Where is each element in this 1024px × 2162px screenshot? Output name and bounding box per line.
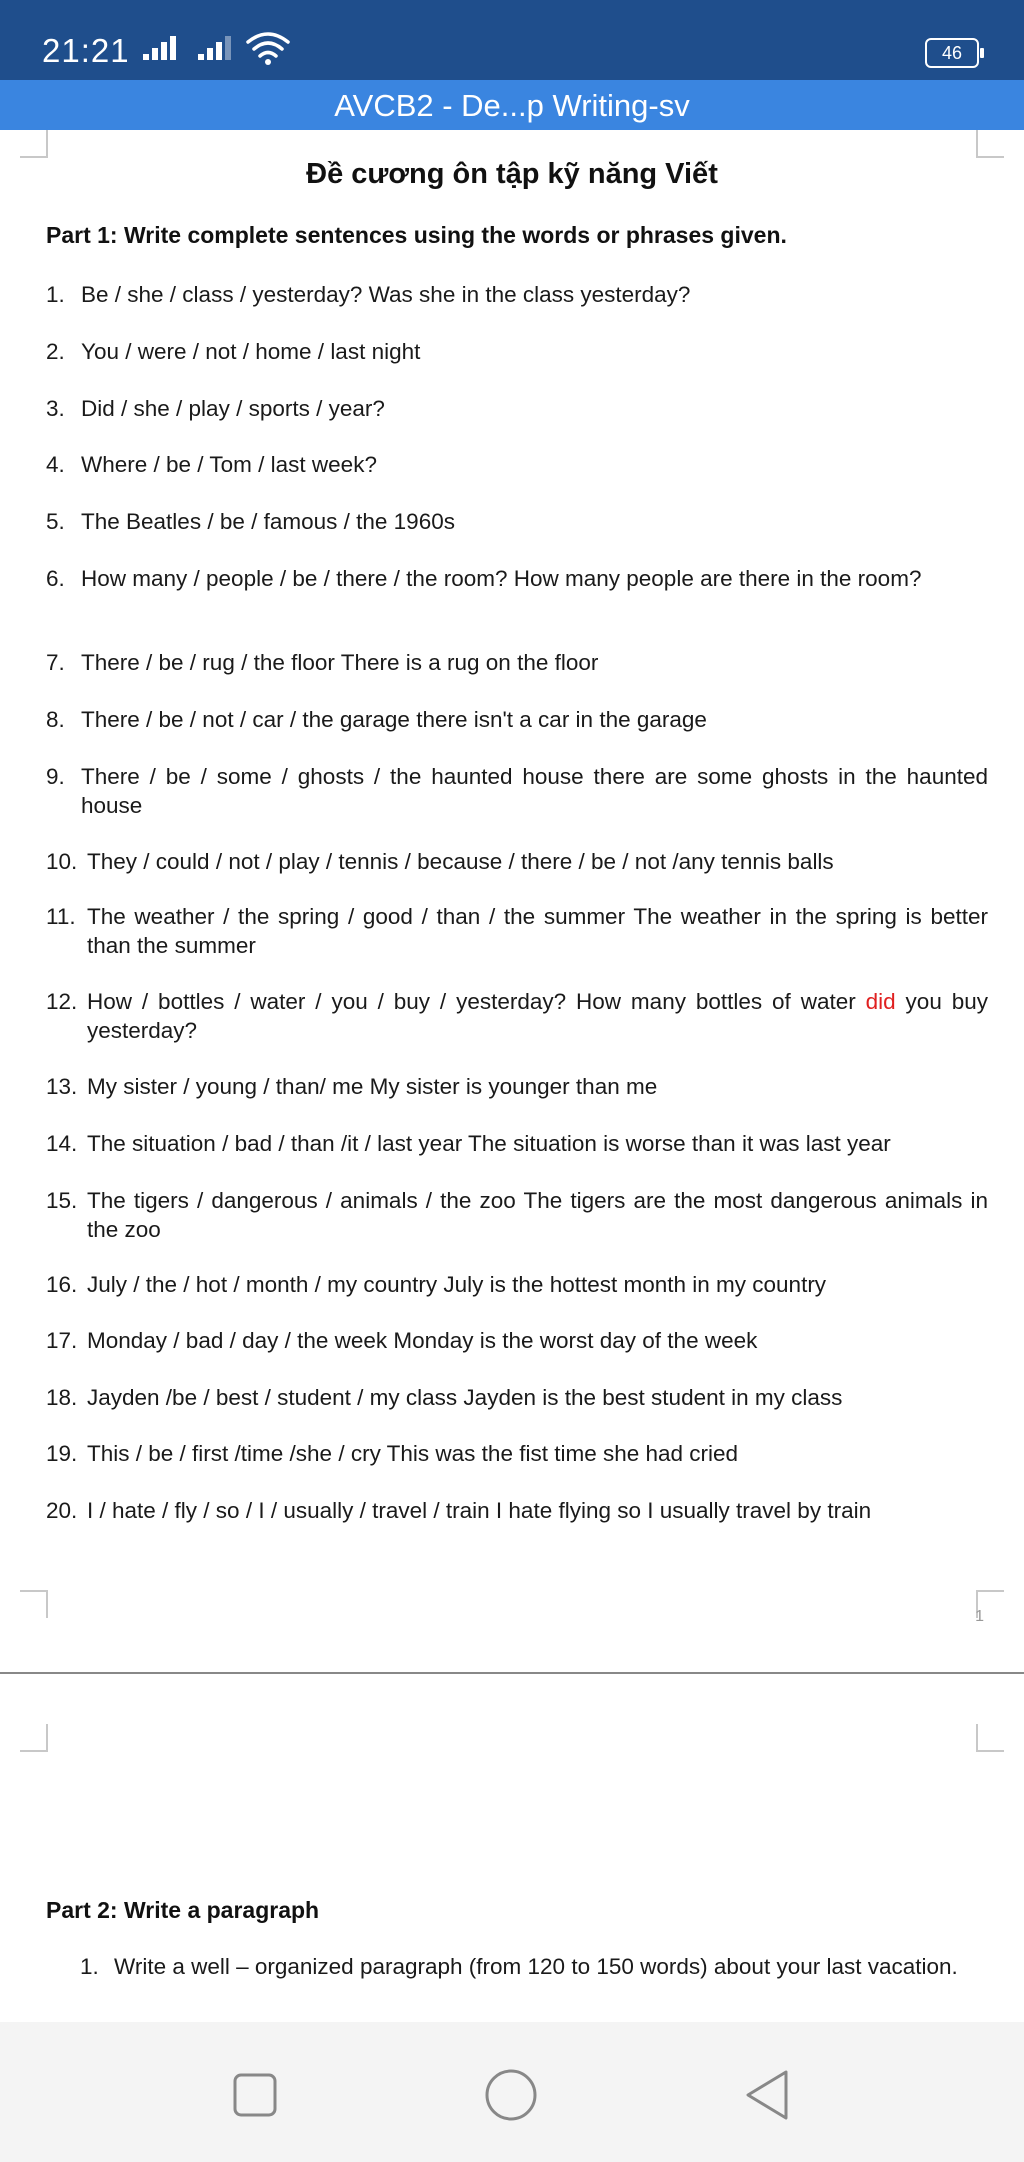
list-item: 17. Monday / bad / day / the week Monday is the worst day of the week <box>46 1328 758 1353</box>
list-item: 10. They / could / not / play / tennis / because / there / be / not /any tennis balls <box>46 849 834 874</box>
list-item: 6. How many / people / be / there / the room? How many people are there in the room? <box>46 566 922 591</box>
highlighted-word: did <box>865 989 896 1014</box>
list-item: 3. Did / she / play / sports / year? <box>46 396 385 421</box>
signal-icon <box>143 36 179 60</box>
back-icon[interactable] <box>742 2068 792 2127</box>
list-item: 4. Where / be / Tom / last week? <box>46 452 377 477</box>
list-item: 14. The situation / bad / than /it / last year The situation is worse than it was last year <box>46 1131 891 1156</box>
list-item: 1. Be / she / class / yesterday? Was she in the class yesterday? <box>46 282 691 307</box>
status-bar <box>0 0 1024 80</box>
list-item: 15. The tigers / dangerous / animals / the zoo The tigers are the most dangerous animals in the zoo <box>46 1188 988 1242</box>
status-time: 21:21 <box>42 32 130 69</box>
recent-apps-icon[interactable] <box>232 2072 278 2123</box>
page-corner-mark <box>20 1724 48 1752</box>
wifi-icon <box>246 30 290 71</box>
list-item: 9. There / be / some / ghosts / the haunted house there are some ghosts in the haunted house <box>46 764 988 818</box>
list-item: 1. Write a well – organized paragraph (from 120 to 150 words) about your last vacation. <box>80 1954 958 1979</box>
part2-heading: Part 2: Write a paragraph <box>46 1897 320 1923</box>
list-item: 8. There / be / not / car / the garage there isn't a car in the garage <box>46 707 707 732</box>
list-item: 19. This / be / first /time /she / cry This was the fist time she had cried <box>46 1441 739 1466</box>
home-icon[interactable] <box>484 2068 538 2127</box>
document-title: Đề cương ôn tập kỹ năng Viết <box>306 158 718 190</box>
page-corner-mark <box>20 1590 48 1618</box>
page-corner-mark <box>20 130 48 158</box>
list-item: 12. How / bottles / water / you / buy / yesterday? How many bottles of water did you buy yesterday? <box>46 989 988 1043</box>
list-item: 18. Jayden /be / best / student / my class Jayden is the best student in my class <box>46 1385 843 1410</box>
app-title[interactable]: AVCB2 - De...p Writing-sv <box>0 80 1024 130</box>
page-number: 1 <box>975 1608 984 1625</box>
list-item: 16. July / the / hot / month / my country July is the hottest month in my country <box>46 1272 827 1297</box>
list-item: 11. The weather / the spring / good / than / the summer The weather in the spring is better than the summer <box>46 904 988 958</box>
battery-indicator: 46 <box>925 38 979 68</box>
part1-heading: Part 1: Write complete sentences using the words or phrases given. <box>46 222 787 248</box>
list-item: 5. The Beatles / be / famous / the 1960s <box>46 509 455 534</box>
navigation-bar <box>0 2022 1024 2162</box>
signal-icon-2 <box>198 36 234 60</box>
page-corner-mark <box>976 130 1004 158</box>
list-item: 13. My sister / young / than/ me My sister is younger than me <box>46 1074 658 1099</box>
list-item: 7. There / be / rug / the floor There is a rug on the floor <box>46 650 599 675</box>
page-corner-mark <box>976 1724 1004 1752</box>
list-item: 2. You / were / not / home / last night <box>46 339 421 364</box>
list-item: 20. I / hate / fly / so / I / usually / travel / train I hate flying so I usually travel by train <box>46 1498 872 1523</box>
